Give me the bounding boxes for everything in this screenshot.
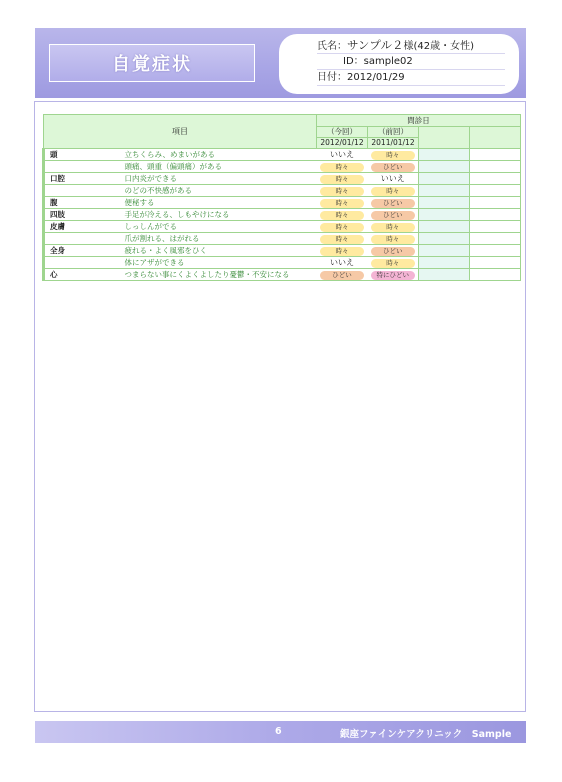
row-symptom: 爪が割れる、はがれる <box>124 233 317 245</box>
answer-badge: 時々 <box>320 175 364 184</box>
answer-badge: ひどい <box>371 163 415 172</box>
symptom-table <box>42 114 521 281</box>
answer-badge: ひどい <box>320 271 364 280</box>
answer-cell-visit3 <box>419 149 470 161</box>
answer-badge: 時々 <box>320 211 364 220</box>
answer-cell-visit4 <box>470 221 521 233</box>
answer-cell-visit4 <box>470 257 521 269</box>
row-symptom: 立ちくらみ、めまいがある <box>124 149 317 161</box>
answer-badge: 時々 <box>371 223 415 232</box>
visit2-label: （前回） <box>368 127 419 138</box>
answer-cell-visit3 <box>419 161 470 173</box>
symptom-row <box>44 185 521 197</box>
visit1-label: （今回） <box>317 127 368 138</box>
answer-badge: 時々 <box>320 199 364 208</box>
page-title: 自覚症状 <box>112 54 192 75</box>
visit2-date: 2011/01/12 <box>368 138 419 149</box>
page-number: 6 <box>275 726 282 737</box>
answer-cell-visit1 <box>317 233 368 245</box>
symptom-table-wrap <box>42 114 519 281</box>
answer-cell-visit1 <box>317 209 368 221</box>
answer-cell-visit1 <box>317 173 368 185</box>
symptom-row <box>44 197 521 209</box>
answer-badge: 特にひどい <box>371 271 415 280</box>
answer-cell-visit4 <box>470 149 521 161</box>
row-symptom: しっしんがでる <box>124 221 317 233</box>
answer-cell-visit2 <box>368 185 419 197</box>
header-band <box>35 28 526 98</box>
row-symptom: 便秘する <box>124 197 317 209</box>
answer-cell-visit1 <box>317 245 368 257</box>
answer-badge: 時々 <box>371 151 415 160</box>
symptom-row <box>44 161 521 173</box>
answer-cell-visit4 <box>470 197 521 209</box>
answer-badge: 時々 <box>320 187 364 196</box>
visit1-date: 2012/01/12 <box>317 138 368 149</box>
row-category: 頭 <box>44 149 124 161</box>
answer-cell-visit3 <box>419 185 470 197</box>
answer-cell-visit2 <box>368 149 419 161</box>
answer-cell-visit2 <box>368 173 419 185</box>
patient-info-box <box>279 34 519 94</box>
answer-text: いいえ <box>330 150 354 159</box>
row-symptom: 頭痛、頭重（偏頭痛）がある <box>124 161 317 173</box>
answer-cell-visit1 <box>317 221 368 233</box>
answer-badge: 時々 <box>371 187 415 196</box>
answer-cell-visit4 <box>470 269 521 281</box>
answer-cell-visit3 <box>419 197 470 209</box>
answer-badge: ひどい <box>371 247 415 256</box>
row-category: 全身 <box>44 245 124 257</box>
row-category: 皮膚 <box>44 221 124 233</box>
answer-cell-visit2 <box>368 197 419 209</box>
answer-cell-visit4 <box>470 245 521 257</box>
answer-badge: 時々 <box>320 223 364 232</box>
answer-text: いいえ <box>380 174 405 183</box>
report-date: 日付：2012/01/29 <box>317 70 505 86</box>
item-header: 項目 <box>44 115 317 149</box>
row-symptom: つまらない事にくよくよしたり憂鬱・不安になる <box>124 269 317 281</box>
answer-cell-visit1 <box>317 161 368 173</box>
footer-band <box>35 721 526 743</box>
symptom-row <box>44 233 521 245</box>
row-category: 心 <box>44 269 124 281</box>
answer-cell-visit1 <box>317 197 368 209</box>
answer-cell-visit2 <box>368 161 419 173</box>
row-symptom: 体にアザができる <box>124 257 317 269</box>
name-label: 氏名： <box>317 41 347 52</box>
row-category: 腹 <box>44 197 124 209</box>
row-category: 四肢 <box>44 209 124 221</box>
row-symptom: のどの不快感がある <box>124 185 317 197</box>
answer-cell-visit2 <box>368 257 419 269</box>
answer-badge: ひどい <box>371 211 415 220</box>
answer-text: いいえ <box>330 258 354 267</box>
row-category: 口腔 <box>44 173 124 185</box>
answer-badge: ひどい <box>371 199 415 208</box>
symptom-row <box>44 269 521 281</box>
answer-badge: 時々 <box>320 163 364 172</box>
row-symptom: 手足が冷える、しもやけになる <box>124 209 317 221</box>
patient-suffix: 様(42歳・女性) <box>403 41 474 52</box>
row-category <box>44 161 124 173</box>
clinic-name: 銀座ファインケアクリニック Sample <box>340 729 512 740</box>
symptom-row <box>44 245 521 257</box>
answer-cell-visit3 <box>419 269 470 281</box>
answer-cell-visit3 <box>419 233 470 245</box>
answer-badge: 時々 <box>320 235 364 244</box>
patient-name-line <box>317 38 505 54</box>
answer-cell-visit1 <box>317 257 368 269</box>
answer-cell-visit4 <box>470 161 521 173</box>
answer-badge: 時々 <box>320 247 364 256</box>
answer-cell-visit3 <box>419 221 470 233</box>
answer-cell-visit3 <box>419 209 470 221</box>
answer-badge: 時々 <box>371 235 415 244</box>
symptom-row <box>44 149 521 161</box>
row-category <box>44 185 124 197</box>
answer-cell-visit1 <box>317 269 368 281</box>
answer-cell-visit4 <box>470 185 521 197</box>
visit4-header <box>470 127 521 149</box>
symptom-row <box>44 257 521 269</box>
answer-cell-visit4 <box>470 233 521 245</box>
patient-name: サンプル２ <box>347 38 404 52</box>
answer-cell-visit1 <box>317 149 368 161</box>
answer-cell-visit4 <box>470 209 521 221</box>
row-symptom: 口内炎ができる <box>124 173 317 185</box>
answer-cell-visit2 <box>368 209 419 221</box>
answer-cell-visit2 <box>368 233 419 245</box>
title-box <box>49 44 255 82</box>
answer-cell-visit3 <box>419 257 470 269</box>
symptom-row <box>44 173 521 185</box>
symptom-row <box>44 209 521 221</box>
visit-header: 問診日 <box>317 115 521 127</box>
answer-cell-visit4 <box>470 173 521 185</box>
patient-id: ID：sample02 <box>317 54 505 70</box>
answer-cell-visit2 <box>368 245 419 257</box>
row-category <box>44 233 124 245</box>
answer-cell-visit1 <box>317 185 368 197</box>
row-symptom: 疲れる・よく風邪をひく <box>124 245 317 257</box>
symptom-row <box>44 221 521 233</box>
answer-cell-visit3 <box>419 173 470 185</box>
answer-badge: 時々 <box>371 259 415 268</box>
row-category <box>44 257 124 269</box>
symptom-rows <box>44 149 521 281</box>
answer-cell-visit3 <box>419 245 470 257</box>
visit3-header <box>419 127 470 149</box>
answer-cell-visit2 <box>368 269 419 281</box>
answer-cell-visit2 <box>368 221 419 233</box>
